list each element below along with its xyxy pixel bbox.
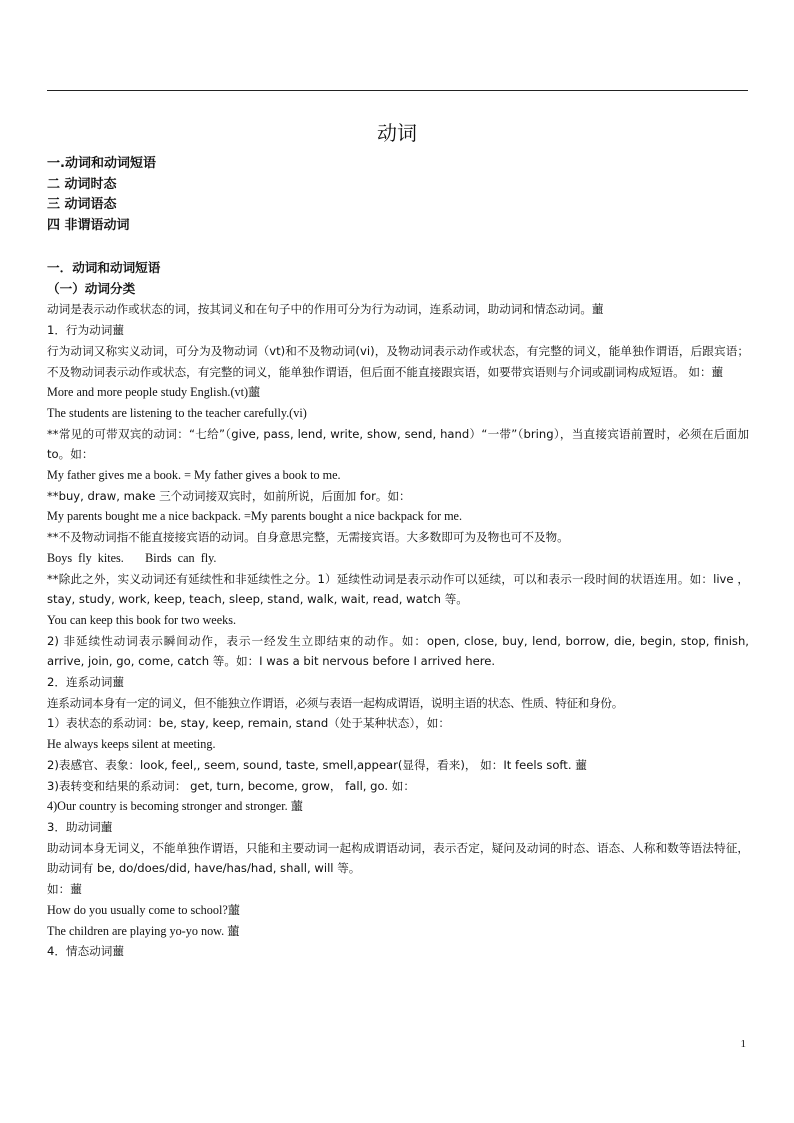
paragraph: 连系动词本身有一定的词义，但不能独立作谓语，必须与表语一起构成谓语，说明主语的状态、性质、特征和身份。 (47, 695, 623, 710)
subsection-heading: （一）动词分类 (47, 280, 136, 296)
toc-item: 三 动词语态 (47, 197, 117, 213)
paragraph: **常见的可带双宾的动词：“七给”（give, pass, lend, write, show, send, hand）“一带”（bring），当直接宾语前置时，必须在后面加 to。如： (47, 426, 749, 462)
example-label: 如：蘁 (47, 882, 82, 897)
example-sentence: He always keeps silent at meeting. (47, 737, 216, 752)
toc-item: 一.动词和动词短语 (47, 156, 156, 171)
example-sentence: My parents bought me a nice backpack. =My parents bought a nice backpack for me. (47, 509, 463, 524)
toc-item: 四 非谓语动词 (47, 217, 130, 233)
item-heading: 2．连系动词蘁 (47, 675, 124, 690)
document-body (47, 258, 749, 962)
page-number: 1 (740, 1038, 746, 1050)
example-sentence: My father gives me a book. = My father gives a book to me. (47, 468, 341, 483)
table-of-contents (47, 154, 747, 236)
example-sentence: The children are playing yo-yo now. 蘁 (47, 923, 240, 938)
paragraph: 助动词本身无词义，不能单独作谓语，只能和主要动词一起构成谓语动词，表示否定，疑问及动词的时态、语态、人称和数等语法特征，助动词有 be, do/does/did, have/has/had, shall, will 等。 (47, 840, 749, 876)
example-sentence: More and more people study English.(vt)蘁 (47, 385, 261, 400)
paragraph: **除此之外，实义动词还有延续性和非延续性之分。1）延续性动词是表示动作可以延续，可以和表示一段时间的状语连用。如：live ，stay, study, work, keep, teach, sleep, stand, walk, wait, read, watch 等。 (47, 571, 749, 607)
intro-paragraph: 动词是表示动作或状态的词，按其词义和在句子中的作用可分为行为动词，连系动词，助动词和情态动词。蘁 (47, 302, 604, 317)
example-sentence: Boys fly kites. Birds can fly. (47, 550, 217, 565)
paragraph: **不及物动词指不能直接接宾语的动词。自身意思完整，无需接宾语。大多数即可为及物也可不及物。 (47, 530, 569, 545)
item-heading: 1．行为动词蘁 (47, 323, 124, 338)
example-sentence: You can keep this book for two weeks. (47, 612, 236, 627)
list-item: 1）表状态的系动词：be, stay, keep, remain, stand（处于某种状态），如： (47, 716, 450, 731)
section-heading: 一．动词和动词短语 (47, 260, 161, 275)
list-item: 3)表转变和结果的系动词： get, turn, become, grow， fall, go. 如： (47, 778, 415, 793)
page-title: 动词 (377, 121, 417, 145)
item-heading: 3．助动词蘁 (47, 819, 113, 834)
example-sentence: How do you usually come to school?蘁 (47, 902, 240, 917)
item-heading: 4．情态动词蘁 (47, 944, 124, 959)
list-item: 4)Our country is becoming stronger and stronger. 蘁 (47, 799, 303, 814)
paragraph: 行为动词又称实义动词，可分为及物动词（vt)和不及物动词(vi)，及物动词表示动作或状态，有完整的词义，能单独作谓语，后跟宾语；不及物动词表示动作或状态，有完整的词义，能单独作谓语，但后面不能直接跟宾语，如要带宾语则与介词或副词构成短语。 如：蘁 (47, 343, 749, 379)
paragraph: 2) 非延续性动词表示瞬间动作，表示一经发生立即结束的动作。如：open, close, buy, lend, borrow, die, begin, stop, finish, arrive, join, go, come, catch 等。如：I was a bit nervous before I arrived here. (47, 633, 749, 669)
list-item: 2)表感官、表象：look, feel,, seem, sound, taste, smell,appear(显得，看来)， 如：It feels soft. 蘁 (47, 757, 587, 772)
paragraph: **buy, draw, make 三个动词接双宾时，如前所说，后面加 for。如： (47, 488, 411, 503)
header-rule (47, 90, 748, 91)
example-sentence: The students are listening to the teacher carefully.(vi) (47, 405, 307, 420)
toc-item: 二 动词时态 (47, 176, 117, 192)
